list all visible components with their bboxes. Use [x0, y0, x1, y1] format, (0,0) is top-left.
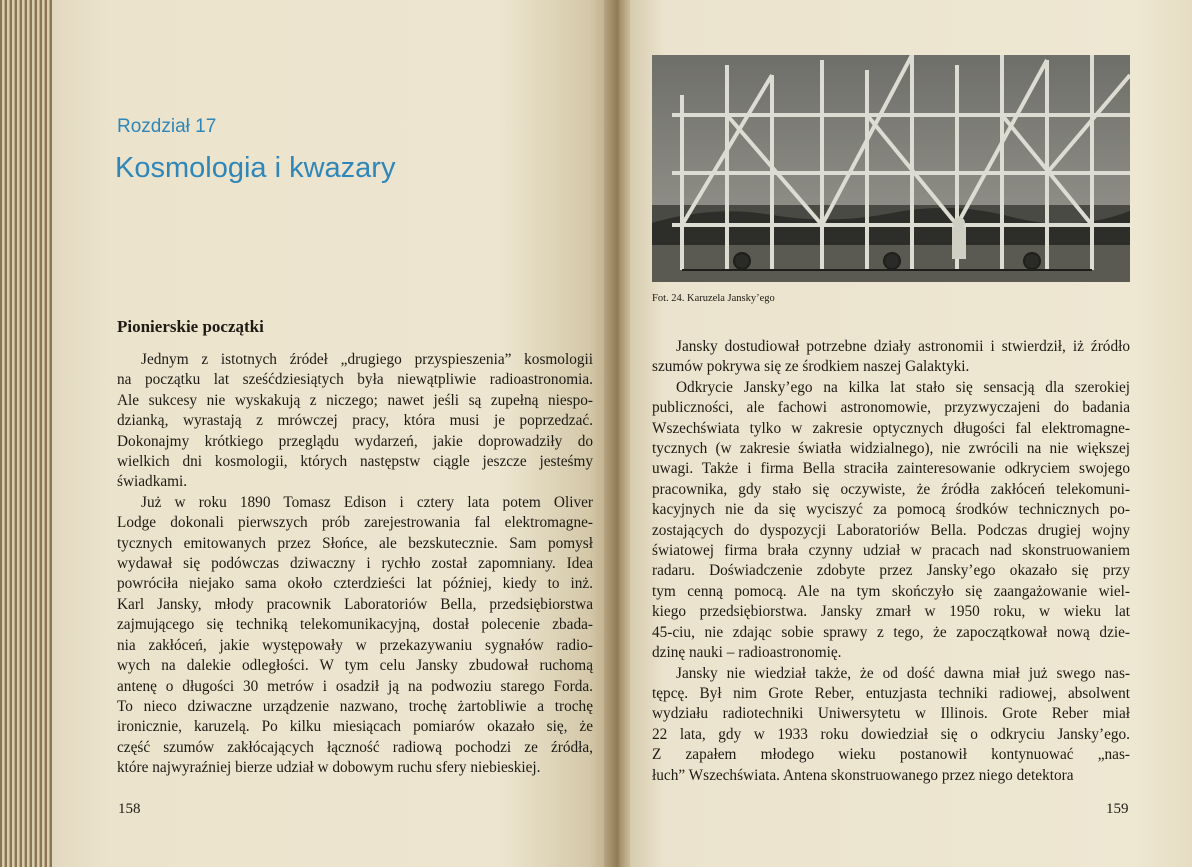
- text-line: zajmującego się techniką telekomunikacyjną, dostał polecenie zbada-: [117, 616, 593, 634]
- text-line: dzianką, wyrastają z mrówczej pracy, która musi je poprzedzać.: [117, 412, 593, 430]
- text-line: antenę o długości 30 metrów i osadził ją na podwoziu starego Forda.: [117, 677, 593, 695]
- text-line: wydawał się podówczas dziwaczny i rychło został zapomniany. Idea: [117, 555, 593, 573]
- text-line: tępcę. Był nim Grote Reber, entuzjasta techniki radiowej, absolwent: [652, 684, 1130, 702]
- page-edges: [0, 0, 58, 867]
- text-line: tym cenną pomocą. Ale na tym skończyło się zaangażowanie wiel-: [652, 582, 1130, 600]
- chapter-title: Kosmologia i kwazary: [115, 152, 396, 184]
- text-line: pracownika, gdy stało się oczywiste, że źródła zakłóceń telekomuni-: [652, 480, 1130, 498]
- text-line: 45-ciu, nie zdając sobie sprawy z tego, że zapoczątkował nową dzie-: [652, 623, 1130, 641]
- photo-jansky-carousel: [652, 55, 1130, 282]
- text-line: łuch” Wszechświata. Antena skonstruowanego przez niego detektora: [652, 766, 1074, 784]
- text-line: światowej firma brała czynny udział w pracach nad skonstruowaniem: [652, 542, 1130, 560]
- text-line: kacyjnych nie da się wyciszyć za pomocą środków technicznych po-: [652, 501, 1130, 519]
- text-line: Odkrycie Jansky’ego na kilka lat stało się sensacją dla szerokiej: [676, 378, 1130, 396]
- text-line: dzinę nauki – radioastronomię.: [652, 644, 842, 662]
- text-line: Już w roku 1890 Tomasz Edison i cztery lata potem Oliver: [141, 493, 593, 511]
- text-line: Jansky dostudiował potrzebne działy astronomii i stwierdził, iż źródło: [676, 338, 1130, 355]
- text-line: nia zakłóceń, jakie występowały w przekazywaniu sygnałów radio-: [117, 636, 593, 654]
- text-line: radaru. Doświadczenie zdobyte przez Jansky’ego okazało się przy: [652, 562, 1130, 580]
- right-body-text: [652, 337, 1130, 786]
- paragraph: [117, 493, 593, 779]
- text-line: kiego przedsiębiorstwa. Jansky zmarł w 1950 roku, w wieku lat: [652, 603, 1130, 621]
- text-line: Lodge dokonali pierwszych prób zarejestrowania fal elektromagne-: [117, 514, 593, 532]
- text-line: Z zapałem młodego wieku postanowił kontynuować „nas-: [652, 746, 1130, 764]
- text-line: wielkich dni kosmologii, których następstw ciągle jeszcze jesteśmy: [117, 453, 593, 471]
- text-line: Ale sukcesy nie wyskakują z niczego; nawet jeśli są zupełną niespo-: [117, 391, 593, 409]
- text-line: To nieco dziwaczne urządzenie nazwano, trochę żartobliwie a trochę: [117, 697, 593, 715]
- text-line: ironicznie, karuzelą. Po kilku miesiącach pomiarów okazało się, że: [117, 718, 593, 736]
- text-line: wych na dalekie odległości. W tym celu Jansky zbudował ruchomą: [117, 657, 593, 675]
- text-line: Dokonajmy krótkiego przeglądu wydarzeń, jakie doprowadziły do: [117, 432, 593, 450]
- text-line: publiczności, ale fachowi astronomowie, przyzwyczajeni do badania: [652, 399, 1130, 417]
- text-line: na początku lat sześćdziesiątych była niewątpliwie radioastronomia.: [117, 371, 593, 389]
- paragraph: [117, 350, 593, 493]
- text-line: 22 lata, gdy w 1933 roku dowiedział się o odkryciu Jansky’ego.: [652, 725, 1130, 743]
- text-line: Wszechświata tylko w zakresie optycznych długości fal elektromagne-: [652, 419, 1130, 437]
- left-body-text: [117, 350, 593, 779]
- text-line: uwagi. Także i firma Bella straciła zainteresowanie odkryciem swojego: [652, 460, 1130, 478]
- chapter-number: Rozdział 17: [117, 116, 217, 137]
- page-number-left: 158: [118, 801, 141, 817]
- text-line: Jansky nie wiedział także, że od dość dawna miał już swego nas-: [676, 664, 1130, 682]
- text-line: tycznych (w zakresie światła widzialnego), nie zwrócili na nie większej: [652, 440, 1130, 458]
- text-line: wydziału radiotechniki Uniwersytetu w Illinois. Grote Reber miał: [652, 705, 1130, 723]
- text-line: zostających do dyspozycji Laboratoriów Bella. Podczas drugiej wojny: [652, 521, 1130, 539]
- section-heading: Pionierskie początki: [117, 317, 264, 336]
- text-line: Jednym z istotnych źródeł „drugiego przyspieszenia” kosmologii: [141, 351, 593, 368]
- text-line: świadkami.: [117, 473, 188, 491]
- paragraph: [652, 378, 1130, 664]
- text-line: Karl Jansky, młody pracownik Laboratoriów Bella, przedsiębiorstwa: [117, 595, 593, 613]
- text-line: szumów pokrywa się ze środkiem naszej Galaktyki.: [652, 358, 970, 376]
- text-line: które najwyraźniej bierze udział w dobowym ruchu sfery niebieskiej.: [117, 759, 541, 777]
- text-line: tycznych emitowanych przez Słońce, ale bezskutecznie. Sam pomysł: [117, 534, 593, 552]
- photo-caption: Fot. 24. Karuzela Jansky’ego: [652, 293, 775, 304]
- page-number-right: 159: [1106, 801, 1129, 817]
- antenna-photo-illustration: [652, 55, 1130, 282]
- text-line: część szumów zakłócających łączność radiową pochodzi ze źródła,: [117, 738, 593, 756]
- paragraph: [652, 664, 1130, 786]
- text-line: powróciła niejako sama około czterdzieści lat później, kiedy to inż.: [117, 575, 593, 593]
- paragraph: [652, 337, 1130, 378]
